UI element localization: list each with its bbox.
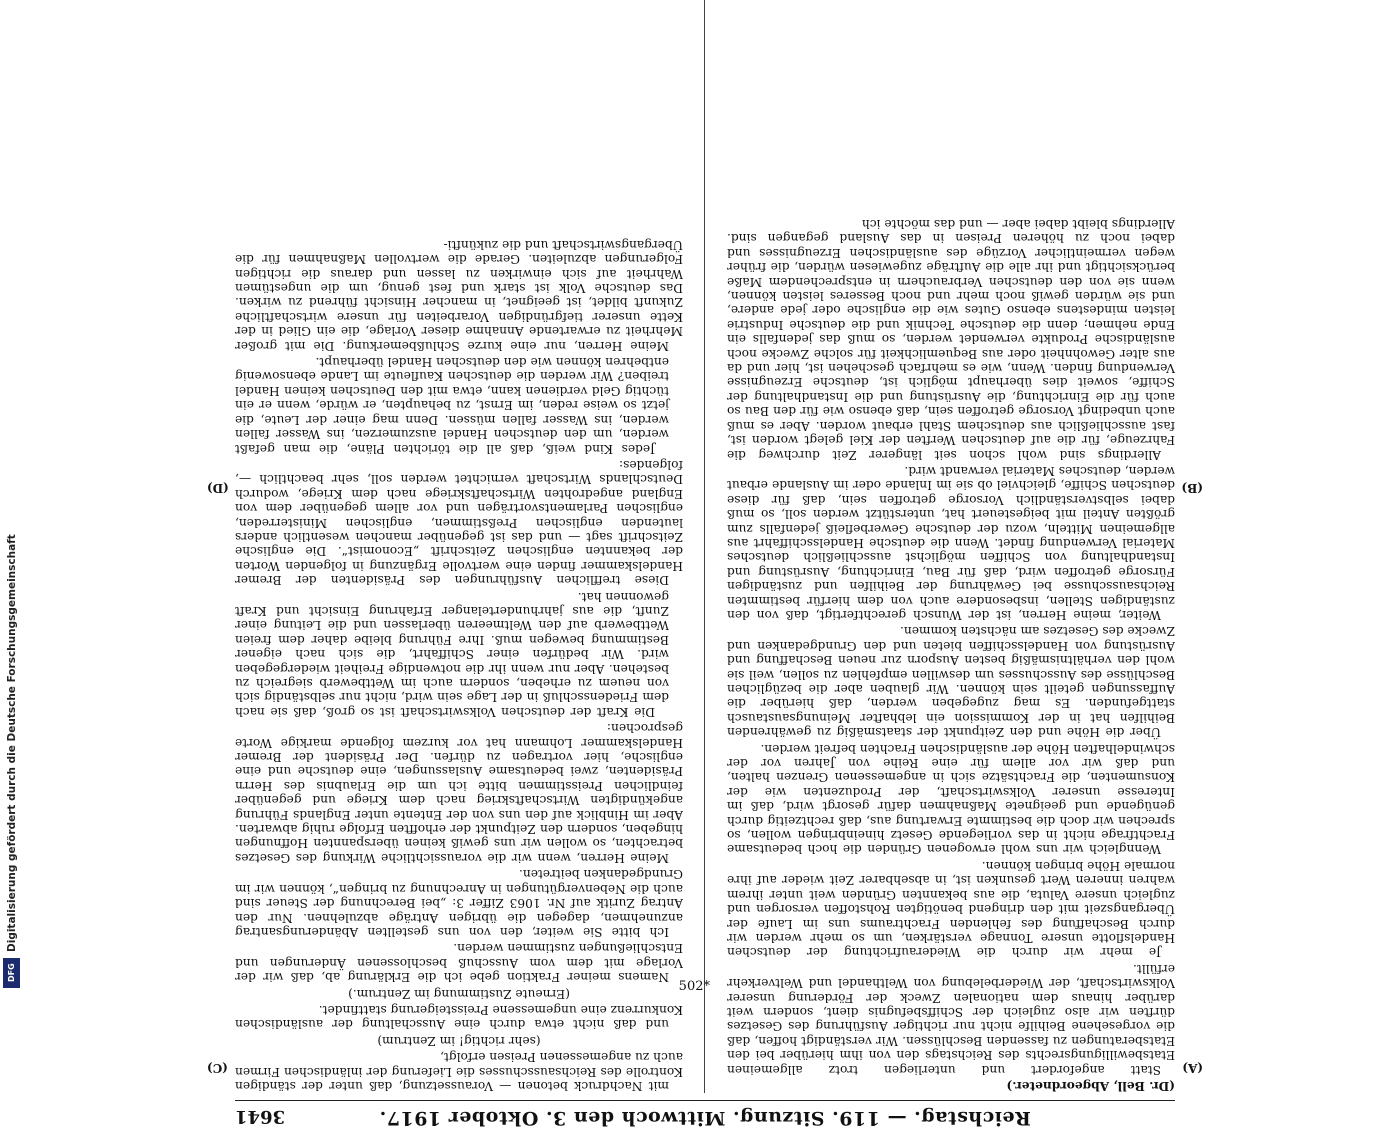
- sidebar-credit: [0, 0, 24, 1000]
- margin-marker-a: (A): [1182, 1061, 1203, 1075]
- paragraph: Wenngleich wir uns wohl erwogenen Gründen die hoch bedeutsame Frachtfrage nicht in das vorliegende Gesetz hineinbringen wollen, so sprechen wir doch die bestimmte Erwartung aus, daß rechtzeitig durch genügende und geeignete Maßnahmen dafür gesorgt wird, daß im Interesse unserer Volkswirtschaft, der Produzenten wie der Konsumenten, die Frachtsätze sich in angemessenen Grenzen halten, und daß wir vor allem für eine Reihe von Jahren vor der schwindelhaften Höhe der ausländischen Frachten befreit werden.: [727, 741, 1175, 857]
- margin-marker-c: (C): [207, 1061, 228, 1075]
- interjection: (sehr richtig! im Zentrum): [377, 1033, 541, 1048]
- margin-marker-d: (D): [207, 481, 229, 495]
- text-columns: [235, 0, 1175, 1093]
- header-page-number: 3641: [235, 1106, 286, 1127]
- speaker-line: [727, 1079, 1175, 1093]
- paragraph: Über die Höhe und den Zeitpunkt der staatsmäßig zu gewährenden Beihilfen hat in der Kommission ein lebhafter Meinungsaustausch stattgefunden. Es mag zugegeben werden, daß hierüber die Auffassungen geteilt sein können. Wir glauben aber die bezüglichen Beschlüsse des Ausschusses um deswillen empfehlen zu sollen, weil sie wohl den verhältnismäßig besten Ausporn zur neuen Beschaffung und Ausrüstung von Handelsschiffen bieten und den Grundgedanken und Zwecke des Gesetzes am nächsten kommen.: [727, 624, 1175, 740]
- quotation: Jedes Kind weiß, daß all die törichten Pläne, die man gefaßt werden, um den deutschen Handel auszumerzen, ins Wasser fallen werden, ins Wasser fallen müssen. Denn mag einer der Leute, die jetzt so weise reden, im Ernst, zu behaupten, er würde, wenn er ein tüchtig Geld verdienen kann, etwa mit den Deutschen keinen Handel treiben? Wir werden die deutschen Kaufleute im Lande ebensowenig entbehren können wie den deutschen Handel überhaupt.: [235, 355, 669, 456]
- scanned-page: [60, 20, 1350, 1129]
- paragraph: Weiter, meine Herren, ist der Wunsch gerechtfertigt, daß von den zuständigen Stellen, insbesondere auch von dem hierfür bestimmten Reichsausschusse bei Gewährung der Beihilfen und zuständigen Fürsorge getroffen wird, daß für Bau, Einrichtung, Ausrüstung und Instandhaltung von Schiffen möglichst ausschließlich deutsches Material Verwendung findet. Wenn die deutsche Handelsschiffahrt aus allgemeinen Mitteln, wozu der deutsche Gewerbefleiß jedenfalls zum größten Anteil mit beigesteuert hat, unterstützt werden soll, so muß dabei selbstverständlich Vorsorge getroffen sein, daß für diese deutschen Schiffe, gleichviel ob sie im Inlande oder im Auslande erbaut werden, deutsches Material verwandt wird.: [727, 463, 1175, 622]
- interjection: (Erneute Zustimmung im Zentrum.): [348, 986, 570, 1001]
- paragraph: Namens meiner Fraktion gebe ich die Erklärung ab, daß wir der Vorlage mit dem vom Ausschuß beschlossenen Änderungen und Entschließungen zustimmen werden.: [235, 941, 683, 985]
- footer-page-number: 502*: [678, 979, 710, 994]
- digitization-credit: Digitalisierung gefördert durch die Deutsche Forschungsgemeinschaft: [6, 534, 18, 952]
- paragraph: Allerdings sind wohl schon seit längerer Zeit durchweg die Fahrzeuge, für die auf deutschen Werften der Kiel gelegt worden ist, fast ausschließlich aus deutschem Stahl erbaut worden. Aber es muß auch unbedingt Vorsorge getroffen sein, daß ebenso wie für den Bau so auch für die Einrichtung, die Ausrüstung und die Instandhaltung der Schiffe, soweit dies überhaupt möglich ist, deutsche Erzeugnisse Verwendung finden. Wenn, wie es mehrfach geschehen ist, hier und da aus alter Gewohnheit oder aus Bequemlichkeit für solche Zwecke noch ausländische Produkte verwendet werden, so muß das jedenfalls ein Ende nehmen; denn die deutsche Technik und die deutsche Industrie leisten mindestens ebenso Gutes wie die englische oder jede andere, und sie würden gewiß noch mehr und noch Besseres leisten können, wenn sie von den deutschen Verbrauchern in entsprechendem Maße berücksichtigt und ihr alle die Aufträge zugewiesen würden, die früher wegen vermeintlicher Vorzüge des ausländischen Erzeugnisses und dabei noch zu höheren Preisen in das Ausland gegangen sind. Allerdings bleibt dabei aber — und das möchte ich: [727, 217, 1175, 462]
- speaker-name: (Dr. Bell, Abgeordneter.): [1006, 1079, 1175, 1093]
- rotated-page-content: [207, 0, 1203, 1135]
- column-divider: [704, 0, 705, 1093]
- paragraph: Diese trefflichen Ausführungen des Präsidenten der Bremer Handelskammer finden eine wertvolle Ergänzung in folgenden Worten der bekannten englischen Zeitschrift „Economist“. Die englische Zeitschrift sagt — und das ist gegenüber manchen wesentlich anders lautenden englischen Preßstimmen, englischen Ministerreden, englischen Parlamentsvorträgen und vor allem gegenüber dem von England angedrohten Wirtschaftskriege nach dem Kriege, wodurch Deutschlands Wirtschaft vernichtet werden soll, sehr beachtlich —, folgendes:: [235, 457, 683, 588]
- paragraph: Meine Herren, nur eine kurze Schlußbemerkung. Die mit großer Mehrheit zu erwartende Annahme dieser Vorlage, die ein Glied in der Kette unserer tiefgründigen Vorarbeiten für unsere wirtschaftliche Zukunft bildet, ist geeignet, in mancher Hinsicht führend zu wirken. Das deutsche Volk ist stark und fest genug, um die ungestümen Wahrheit auf sich einwirken zu lassen und daraus die richtigen Folgerungen abzuleiten. Gerade die wertvollen Maßnahmen für die Übergangswirtschaft und die zukünfti-: [235, 237, 683, 353]
- right-column: [235, 0, 683, 1093]
- paragraph: mit Nachdruck betonen — Voraussetzung, daß unter der ständigen Kontrolle des Reichsausschusses die Lieferung der inländischen Firmen auch zu angemessenen Preisen erfolgt,: [235, 1050, 683, 1093]
- left-column: [727, 0, 1175, 1093]
- paragraph: und daß nicht etwa durch eine Ausschaltung der ausländischen Konkurrenz eine ungemessene Preissteigerung stattfindet.: [235, 1002, 683, 1032]
- paragraph: Statt angefordert und unterliegen trotz allgemeinen Etatsbewilligungsrechts des Reichstags den von ihm hierüber bei den Etatsberatungen zu fassenden Beschlüssen. Wir verständigt hoffen, daß die vorgesehene Beihilfe nicht nur richtiger Ausführung des Gesetzes dürften wir also zugleich der Schiffsbefugnis dient, sondern weit darüber hinaus dem nationalen Zweck der Förderung unserer Volkswirtschaft, der Wiederbelebung von Welthandel und Weltverkehr erfüllt.: [727, 961, 1175, 1077]
- paragraph: Meine Herren, wenn wir die voraussichtliche Wirkung des Gesetzes betrachten, so wollen wir uns gewiß keinen überspannten Hoffnungen hingeben, sondern den Zeitpunkt der erhofften Erfolge ruhig abwarten. Aber im Hinblick auf den uns von der Entente unter Englands Führung angekündigten Wirtschaftskrieg nach dem Kriege und gegenüber feindlichen Preisstimmen bitte ich um die Erlaubnis des Herrn Präsidenten, zwei bedeutsame Auslassungen, eine deutsche und eine englische, hier vortragen zu dürfen. Der Präsident der Bremer Handelskammer Lohmann hat vor kurzem folgende markige Worte gesprochen:: [235, 721, 683, 865]
- paragraph: Ich bitte Sie weiter, den von uns gestellten Abänderungsantrag anzunehmen, dagegen die übrigen Anträge abzulehnen. Nur den Antrag Zuritk auf Nr. 1063 Ziffer 3: „bei Berechnung der Steuer sind auch die Nebenvergütungen in Anrechnung zu bringen“, können wir im Grundgedanken beitreten.: [235, 867, 683, 939]
- dfg-logo: [3, 958, 20, 988]
- page-header: [235, 1100, 1175, 1135]
- quotation: Die Kraft der deutschen Volkswirtschaft ist so groß, daß sie nach dem Friedensschluß in der Lage sein wird, nicht nur selbständig sich von neuem zu erheben, sondern auch im Wettbewerb siegreich zu bestehen. Aber nur wenn ihr die notwendige Freiheit wiedergegeben wird. Wir bedürfen einer Schiffahrt, die sich nach eigener Bestimmung bewegen muß. Ihre Führung bleibe daher dem freien Wettbewerb auf den Weltmeeren überlassen und die Leitung einer Zunft, die aus jahrhundertelanger Erfahrung Einsicht und Kraft gewonnen hat.: [235, 589, 669, 719]
- header-title: Reichstag. — 119. Sitzung. Mittwoch den 3. Oktober 1917.: [379, 1107, 1031, 1129]
- dfg-logo-text: DFG: [7, 963, 16, 983]
- margin-marker-b: (B): [1181, 481, 1203, 495]
- paragraph: Je mehr wir durch die Wiederaufrichtung der deutschen Handelsflotte unsere Tonnage verstärken, um so mehr werden wir durch Beschaffung des fehlenden Frachtraums uns im Laufe der Übergangszeit mit den dringend benötigten Rohstoffen versorgen und zugleich unsere Valuta, die aus bekannten Gründen weit unter ihrem wahren inneren Wert gesunken ist, in absehbarer Zeit wieder auf ihre normale Höhe bringen können.: [727, 858, 1175, 960]
